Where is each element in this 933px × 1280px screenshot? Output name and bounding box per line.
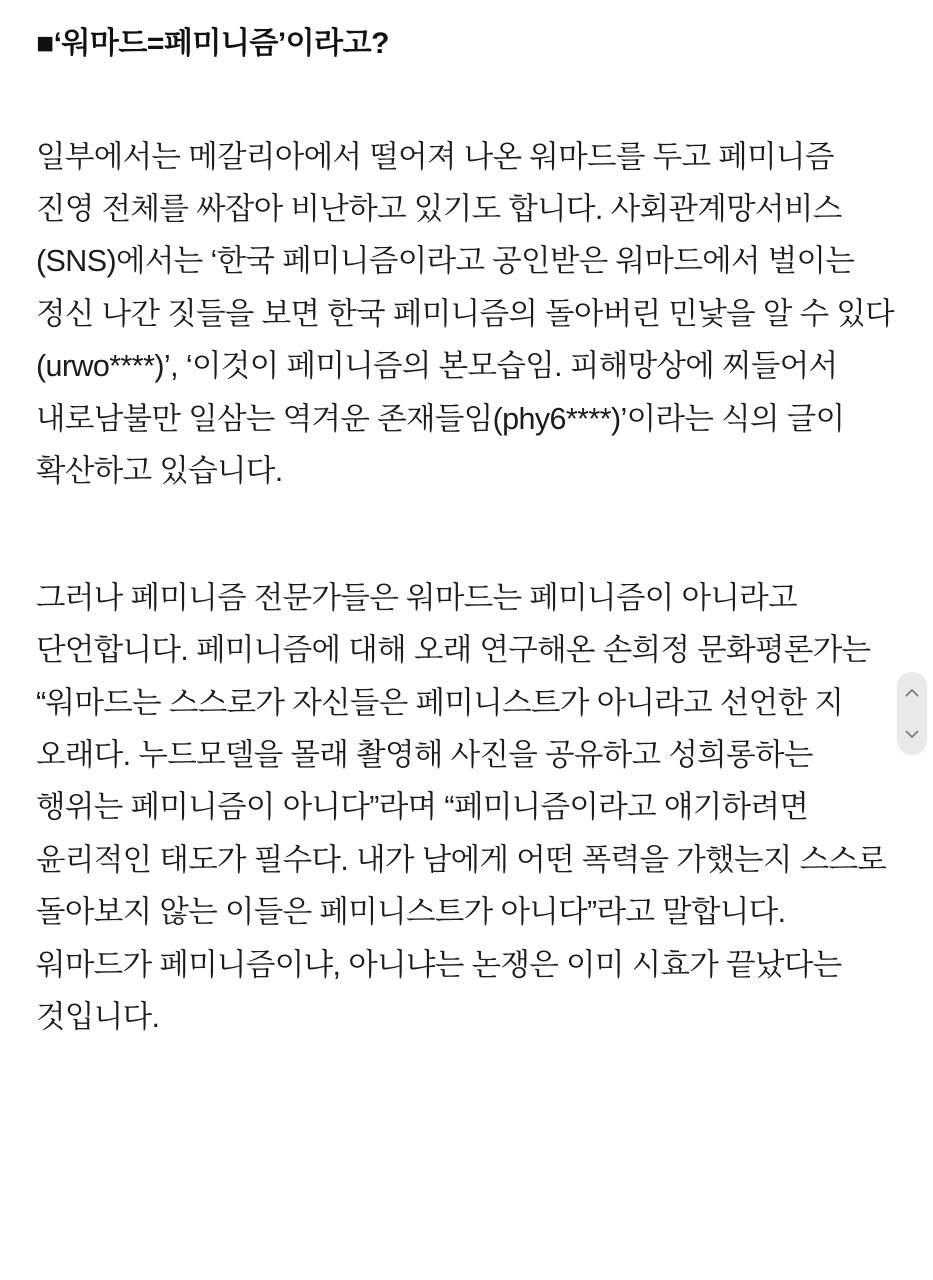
page-title: ■‘워마드=페미니즘’이라고? — [36, 27, 389, 60]
scroll-controls[interactable] — [897, 672, 927, 754]
chevron-up-icon[interactable] — [903, 684, 921, 702]
article-paragraph-2: 그러나 페미니즘 전문가들은 워마드는 페미니즘이 아니라고 단언합니다. 페미니즘에 대해 오래 연구해온 손희정 문화평론가는 “워마드는 스스로가 자신들은 페미니스트가 아니라고 선언한 지 오래다. 누드모델을 몰래 촬영해 사진을 공유하고 성희롱하는 행위는 페미니즘이 아니다”라며 “페미니즘이라고 얘기하려면 윤리적인 태도가 필수다. 내가 남에게 어떤 폭력을 가했는지 스스로 돌아보지 않는 이들은 페미니스트가 아니다”라고 말합니다. 워마드가 페미니즘이냐, 아니냐는 논쟁은 이미 시효가 끝났다는 것입니다. — [36, 580, 887, 1035]
chevron-down-icon[interactable] — [903, 725, 921, 743]
article-paragraph-1: 일부에서는 메갈리아에서 떨어져 나온 워마드를 두고 페미니즘 진영 전체를 싸잡아 비난하고 있기도 합니다. 사회관계망서비스(SNS)에서는 ‘한국 페미니즘이라고 공인받은 워마드에서 벌이는 정신 나간 짓들을 보면 한국 페미니즘의 돌아버린 민낯을 알 수 있다(urwo****)’, ‘이것이 페미니즘의 본모습임. 피해망상에 찌들어서 내로남불만 일삼는 역겨운 존재들임(phy6****)’이라는 식의 글이 확산하고 있습니다. — [36, 139, 895, 489]
